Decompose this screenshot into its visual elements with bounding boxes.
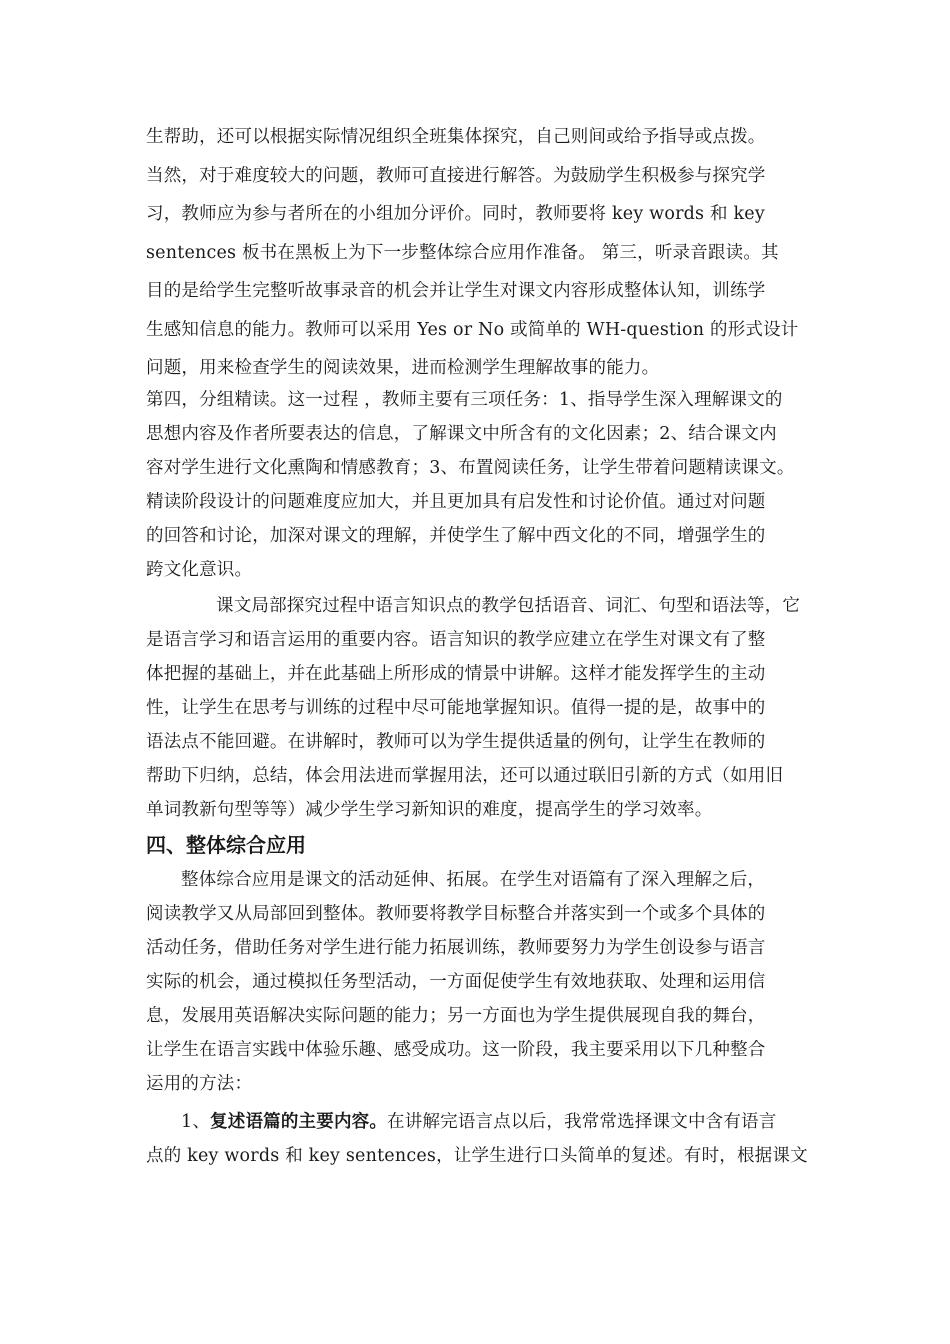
paragraph-integrated-application (146, 863, 814, 1101)
text-line: 点的 key words 和 key sentences，让学生进行口头简单的复述。有时，根据课文 (146, 1145, 808, 1166)
paragraph-language-knowledge (146, 589, 814, 827)
text-line: 跨文化意识。 (146, 559, 253, 580)
text-line: 的回答和讨论，加深对课文的理解，并使学生了解中西文化的不同，增强学生的 (146, 525, 766, 546)
text-line: 问题，用来检查学生的阅读效果，进而检测学生理解故事的能力。 (146, 358, 660, 378)
text-line: 息，发展用英语解决实际问题的能力；另一方面也为学生提供展现自我的舞台， (146, 1005, 766, 1026)
text-line: 性，让学生在思考与训练的过程中尽可能地掌握知识。值得一提的是，故事中的 (146, 697, 766, 718)
text-line: 精读阶段设计的问题难度应加大，并且更加具有启发性和讨论价值。通过对问题 (146, 491, 766, 512)
text-line: 体把握的基础上，并在此基础上所形成的情景中讲解。这样才能发挥学生的主动 (146, 663, 766, 684)
paragraph-inquiry-continued (146, 118, 814, 388)
text-line: 当然，对于难度较大的问题，教师可直接进行解答。为鼓励学生积极参与探究学 (146, 165, 766, 186)
text-line: 整体综合应用是课文的活动延伸、拓展。在学生对语篇有了深入理解之后， (181, 869, 766, 890)
text-line: 活动任务，借助任务对学生进行能力拓展训练，教师要努力为学生创设参与语言 (146, 937, 766, 958)
bold-lead: 复述语篇的主要内容。 (210, 1111, 388, 1132)
text-line: 语法点不能回避。在讲解时，教师可以为学生提供适量的例句，让学生在教师的 (146, 731, 766, 752)
text-line: 容对学生进行文化熏陶和情感教育；3、布置阅读任务，让学生带着问题精读课文。 (146, 457, 795, 478)
text-line: 实际的机会，通过模拟任务型活动，一方面促使学生有效地获取、处理和运用信 (146, 971, 766, 992)
paragraph-retell (146, 1105, 814, 1173)
text-line: 目的是给学生完整听故事录音的机会并让学生对课文内容形成整体认知，训练学 (146, 281, 766, 301)
text-line: 思想内容及作者所要表达的信息，了解课文中所含有的文化因素；2、结合课文内 (146, 423, 777, 444)
text-line: 第四，分组精读。这一过程 ，教师主要有三项任务：1、指导学生深入理解课文的 (146, 389, 783, 410)
text-line: 生帮助，还可以根据实际情况组织全班集体探究，自己则间或给予指导或点拨。 (146, 127, 766, 147)
text-line: 课文局部探究过程中语言知识点的教学包括语音、词汇、句型和语法等，它 (216, 595, 801, 616)
text-line (146, 1105, 814, 1139)
text-line: 生感知信息的能力。教师可以采用 Yes or No 或简单的 WH-question 的形式设计 (146, 319, 799, 340)
text-line: 让学生在语言实践中体验乐趣、感受成功。这一阶段，我主要采用以下几种整合 (146, 1039, 766, 1060)
text-run: 在讲解完语言点以后，我常常选择课文中含有语言 (387, 1111, 777, 1132)
list-number: 1、 (181, 1111, 211, 1132)
text-line: 阅读教学又从局部回到整体。教师要将教学目标整合并落实到一个或多个具体的 (146, 903, 766, 924)
text-line: 运用的方法： (146, 1073, 253, 1094)
text-line: 帮助下归纳，总结，体会用法进而掌握用法，还可以通过联旧引新的方式（如用旧 (146, 765, 784, 786)
text-line: 习，教师应为参与者所在的小组加分评价。同时，教师要将 key words 和 key (146, 204, 765, 224)
paragraph-group-reading (146, 383, 814, 587)
text-line: 单词教新句型等等）减少学生学习新知识的难度，提高学生的学习效率。 (146, 799, 713, 820)
text-line: sentences 板书在黑板上为下一步整体综合应用作准备。 第三，听录音跟读。其 (146, 242, 779, 263)
section-heading: 四、整体综合应用 (146, 832, 306, 857)
text-line: 是语言学习和语言运用的重要内容。语言知识的教学应建立在学生对课文有了整 (146, 629, 766, 650)
document-page (146, 118, 814, 1173)
